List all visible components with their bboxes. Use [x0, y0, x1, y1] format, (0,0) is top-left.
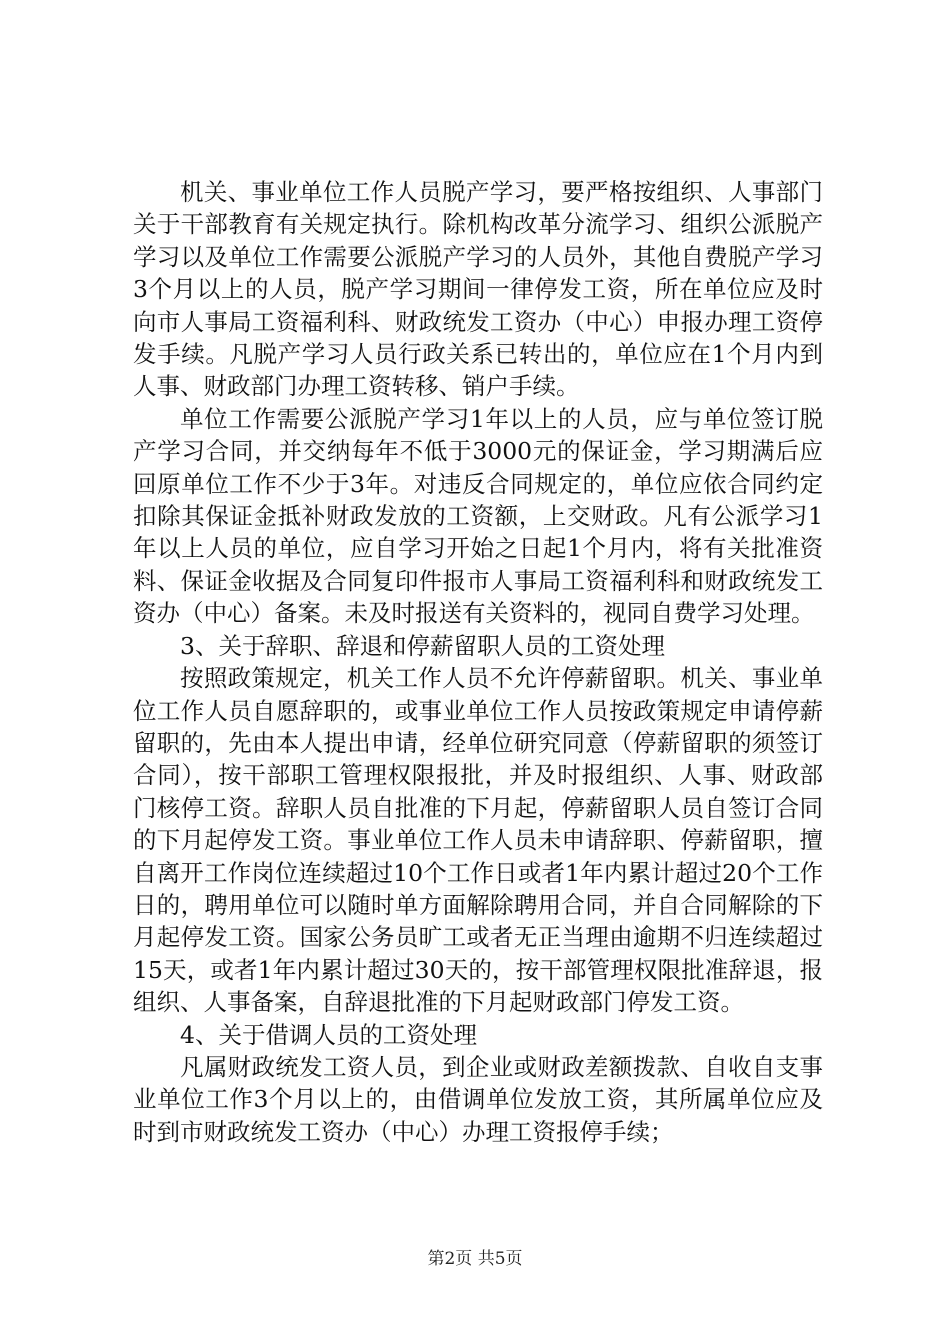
paragraph-study-leave: 机关、事业单位工作人员脱产学习，要严格按组织、人事部门关于干部教育有关规定执行。除机构改革分流学习、组织公派脱产学习以及单位工作需要公派脱产学习的人员外，其他自费脱产学习3个月以上的人员，脱产学习期间一律停发工资，所在单位应及时向市人事局工资福利科、财政统发工资办（中心）申报办理工资停发手续。凡脱产学习人员行政关系已转出的，单位应在1个月内到人事、财政部门办理工资转移、销户手续。 — [133, 178, 823, 401]
page-number: 第2页 共5页 — [427, 1249, 523, 1269]
paragraph-resignation: 按照政策规定，机关工作人员不允许停薪留职。机关、事业单位工作人员自愿辞职的，或事业单位工作人员按政策规定申请停薪留职的，先由本人提出申请，经单位研究同意（停薪留职的须签订合同），按干部职工管理权限报批，并及时报组织、人事、财政部门核停工资。辞职人员自批准的下月起，停薪留职人员自签订合同的下月起停发工资。事业单位工作人员未申请辞职、停薪留职，擅自离开工作岗位连续超过10个工作日或者1年内累计超过20个工作日的，聘用单位可以随时单方面解除聘用合同，并自合同解除的下月起停发工资。国家公务员旷工或者无正当理由逾期不归连续超过15天，或者1年内累计超过30天的，按干部管理权限批准辞退，报组织、人事备案，自辞退批准的下月起财政部门停发工资。 — [133, 664, 823, 1017]
page-footer — [0, 1244, 950, 1269]
section-heading-secondment: 4、关于借调人员的工资处理 — [180, 1020, 477, 1049]
section-heading-resignation: 3、关于辞职、辞退和停薪留职人员的工资处理 — [180, 631, 665, 660]
document-body — [133, 176, 823, 1148]
paragraph-secondment: 凡属财政统发工资人员，到企业或财政差额拨款、自收自支事业单位工作3个月以上的，由借调单位发放工资，其所属单位应及时到市财政统发工资办（中心）办理工资报停手续； — [133, 1052, 823, 1146]
paragraph-public-study: 单位工作需要公派脱产学习1年以上的人员，应与单位签订脱产学习合同，并交纳每年不低于3000元的保证金，学习期满后应回原单位工作不少于3年。对违反合同规定的，单位应依合同约定扣除其保证金抵补财政发放的工资额，上交财政。凡有公派学习1年以上人员的单位，应自学习开始之日起1个月内，将有关批准资料、保证金收据及合同复印件报市人事局工资福利科和财政统发工资办（中心）备案。未及时报送有关资料的，视同自费学习处理。 — [133, 404, 823, 628]
